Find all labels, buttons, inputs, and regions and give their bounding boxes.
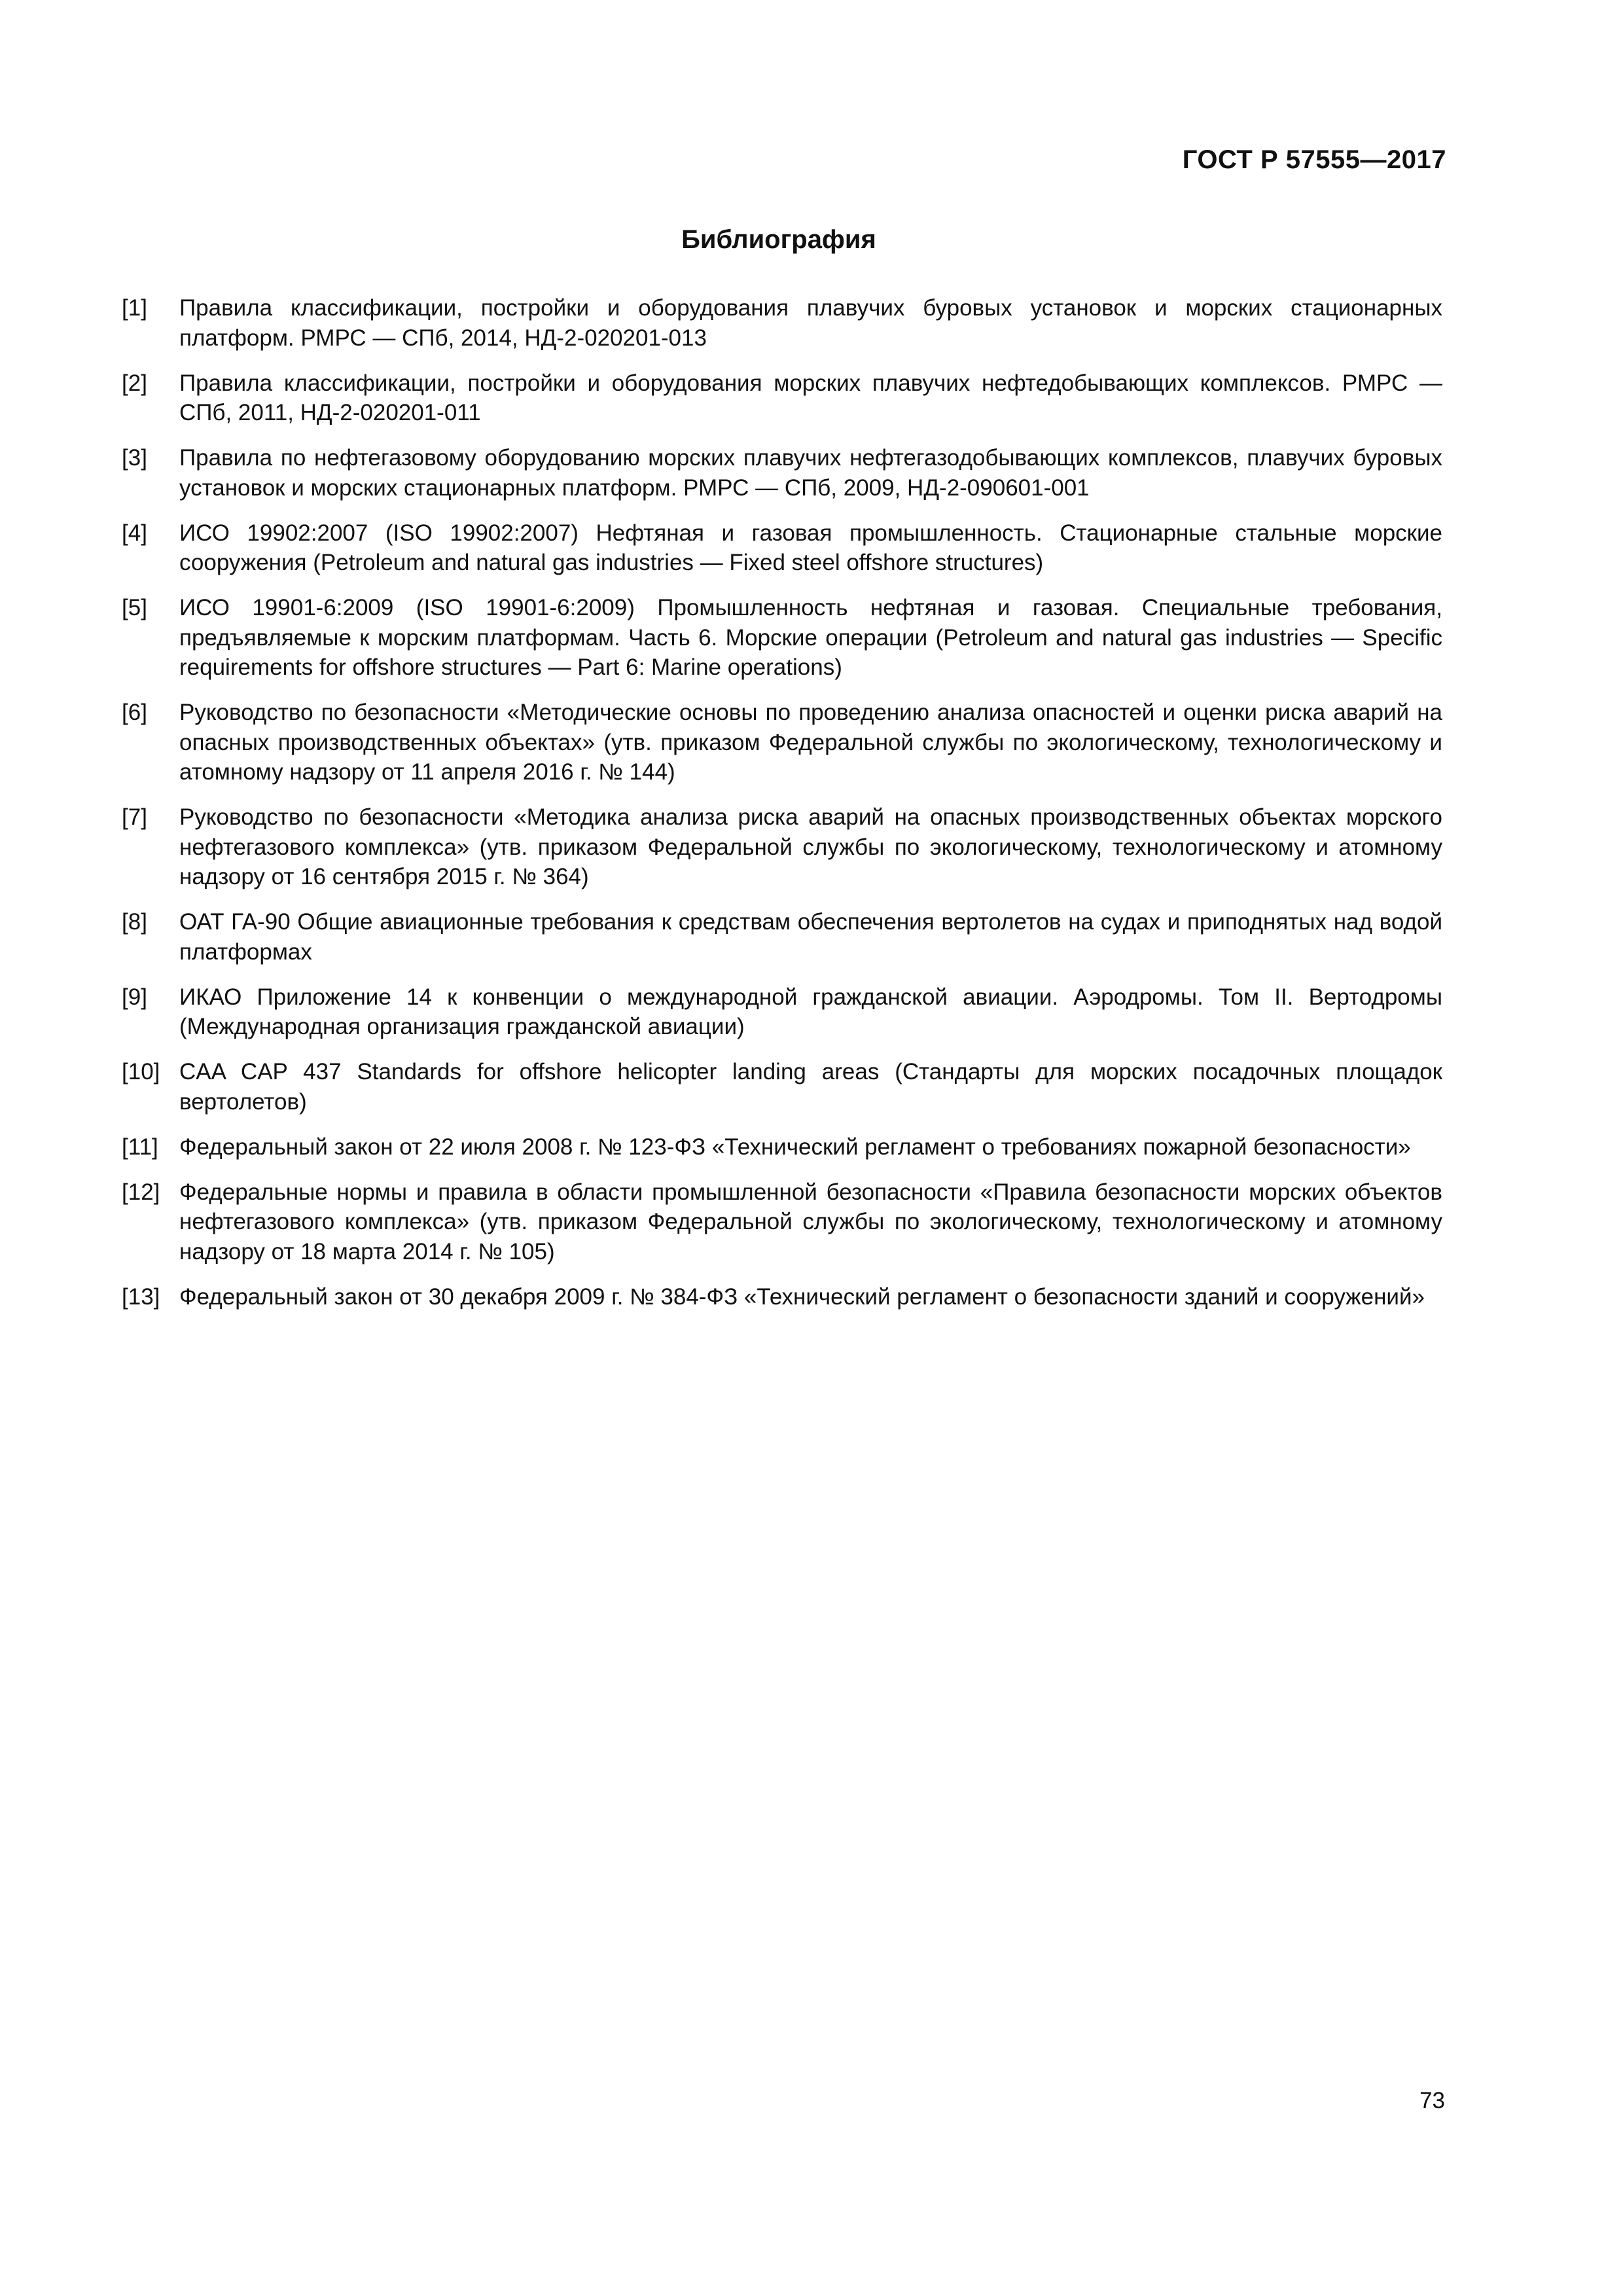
reference-text: Правила по нефтегазовому оборудованию морских плавучих нефтегазодобывающих комплексов, плавучих буровых установок и морских стационарных платформ. РМРС — СПб, 2009, НД-2-090601-001	[179, 445, 1442, 501]
reference-number: [3]	[122, 445, 147, 471]
reference-text: Правила классификации, постройки и оборудования морских плавучих нефтедобывающих комплексов. РМРС — СПб, 2011, НД-2-020201-011	[179, 370, 1442, 425]
reference-number: [13]	[122, 1283, 160, 1310]
reference-number: [9]	[122, 984, 147, 1010]
reference-number: [12]	[122, 1179, 160, 1205]
reference-number: [1]	[122, 295, 147, 321]
reference-number: [7]	[122, 804, 147, 830]
reference-item-8	[122, 907, 1442, 967]
reference-item-13	[122, 1282, 1442, 1312]
page-number: 73	[1419, 2088, 1445, 2113]
bibliography-title: Библиография	[681, 225, 876, 254]
reference-number: [6]	[122, 700, 147, 725]
reference-text: Федеральные нормы и правила в области промышленной безопасности «Правила безопасности морских объектов нефтегазового комплекса» (утв. приказом Федеральной службы по экологическому, технологическому и атомному надзору от 18 марта 2014 г. № 105)	[179, 1179, 1442, 1265]
reference-number: [10]	[122, 1059, 160, 1085]
reference-number: [8]	[122, 909, 147, 935]
reference-text: ОАТ ГА-90 Общие авиационные требования к средствам обеспечения вертолетов на судах и приподнятых над водой платформах	[179, 909, 1442, 965]
reference-item-3	[122, 443, 1442, 503]
reference-text: ИКАО Приложение 14 к конвенции о международной гражданской авиации. Аэродромы. Том II. Вертодромы (Международная организация гражданской авиации)	[179, 984, 1442, 1039]
reference-text: Федеральный закон от 30 декабря 2009 г. № 384-ФЗ «Технический регламент о безопасности зданий и сооружений»	[179, 1283, 1425, 1310]
reference-text: ИСО 19901-6:2009 (ISO 19901-6:2009) Промышленность нефтяная и газовая. Специальные требования, предъявляемые к морским платформам. Часть 6. Морские операции (Petroleum and natural gas industries — Specific requirements for offshore structures — Part 6: Marine operations)	[179, 595, 1442, 680]
reference-text: Федеральный закон от 22 июля 2008 г. № 123-ФЗ «Технический регламент о требованиях пожарной безопасности»	[179, 1134, 1411, 1160]
reference-item-4	[122, 518, 1442, 578]
reference-item-12	[122, 1177, 1442, 1267]
reference-item-7	[122, 802, 1442, 892]
reference-text: Руководство по безопасности «Методические основы по проведению анализа опасностей и оценки риска аварий на опасных производственных объектах» (утв. приказом Федеральной службы по экологическому, технологическому и атомному надзору от 11 апреля 2016 г. № 144)	[179, 700, 1442, 785]
reference-number: [2]	[122, 370, 147, 396]
reference-text: Руководство по безопасности «Методика анализа риска аварий на опасных производственных объектах морского нефтегазового комплекса» (утв. приказом Федеральной службы по экологическому, технологическому и атомному надзору от 16 сентября 2015 г. № 364)	[179, 804, 1442, 889]
reference-item-1	[122, 293, 1442, 353]
reference-list	[122, 293, 1442, 1327]
reference-item-5	[122, 593, 1442, 683]
reference-text: ИСО 19902:2007 (ISO 19902:2007) Нефтяная и газовая промышленность. Стационарные стальные морские сооружения (Petroleum and natural gas industries — Fixed steel offshore structures)	[179, 520, 1442, 575]
reference-text: Правила классификации, постройки и оборудования плавучих буровых установок и морских стационарных платформ. РМРС — СПб, 2014, НД-2-020201-013	[179, 295, 1442, 351]
reference-number: [4]	[122, 520, 147, 546]
reference-item-11	[122, 1132, 1442, 1162]
reference-item-10	[122, 1057, 1442, 1117]
reference-text: CAA CAP 437 Standards for offshore helicopter landing areas (Стандарты для морских посадочных площадок вертолетов)	[179, 1059, 1442, 1115]
reference-item-9	[122, 982, 1442, 1042]
reference-item-2	[122, 368, 1442, 428]
reference-item-6	[122, 698, 1442, 787]
reference-number: [11]	[122, 1134, 158, 1160]
reference-number: [5]	[122, 595, 147, 620]
document-code: ГОСТ Р 57555—2017	[1182, 145, 1446, 174]
